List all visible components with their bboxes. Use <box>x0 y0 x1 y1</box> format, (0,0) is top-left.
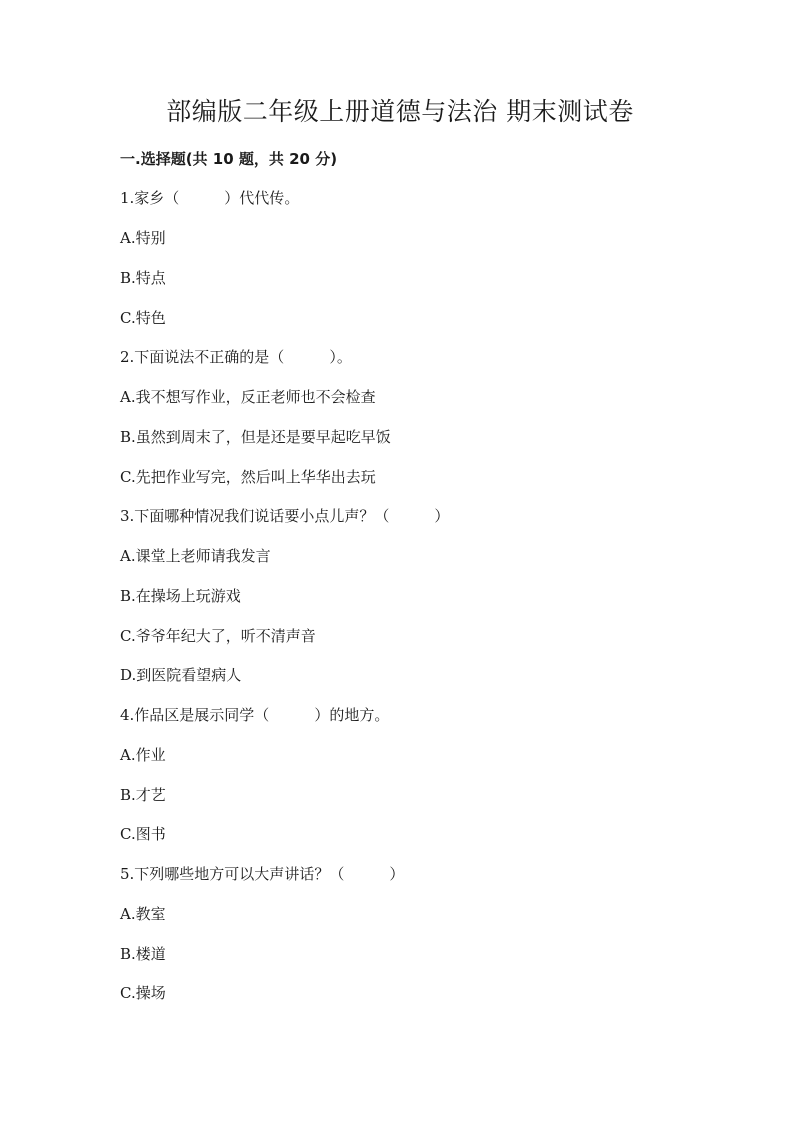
option-item: A.课堂上老师请我发言 <box>120 547 271 565</box>
option-item: A.教室 <box>120 905 166 923</box>
section-heading: 一.选择题(共 10 题，共 20 分) <box>120 150 338 168</box>
option-item: B.楼道 <box>120 945 166 963</box>
option-item: A.特别 <box>120 229 166 247</box>
option-item: B.才艺 <box>120 786 166 804</box>
option-item: D.到医院看望病人 <box>120 666 242 684</box>
option-item: C.图书 <box>120 825 166 843</box>
question-stem: 4.作品区是展示同学（ ）的地方。 <box>120 706 390 724</box>
question-stem: 2.下面说法不正确的是（ ）。 <box>120 348 352 366</box>
question-stem: 1.家乡（ ）代代传。 <box>120 189 300 207</box>
question-stem: 3.下面哪种情况我们说话要小点儿声？（ ） <box>120 507 450 525</box>
question-stem: 5.下列哪些地方可以大声讲话？（ ） <box>120 865 405 883</box>
page-title: 部编版二年级上册道德与法治 期末测试卷 <box>166 97 634 126</box>
option-item: B.在操场上玩游戏 <box>120 587 241 605</box>
option-item: C.爷爷年纪大了，听不清声音 <box>120 627 316 645</box>
option-item: A.作业 <box>120 746 166 764</box>
option-item: B.特点 <box>120 269 166 287</box>
option-item: C.特色 <box>120 309 166 327</box>
option-item: C.先把作业写完，然后叫上华华出去玩 <box>120 468 376 486</box>
option-item: B.虽然到周末了，但是还是要早起吃早饭 <box>120 428 391 446</box>
option-item: A.我不想写作业，反正老师也不会检查 <box>120 388 376 406</box>
option-item: C.操场 <box>120 984 166 1002</box>
